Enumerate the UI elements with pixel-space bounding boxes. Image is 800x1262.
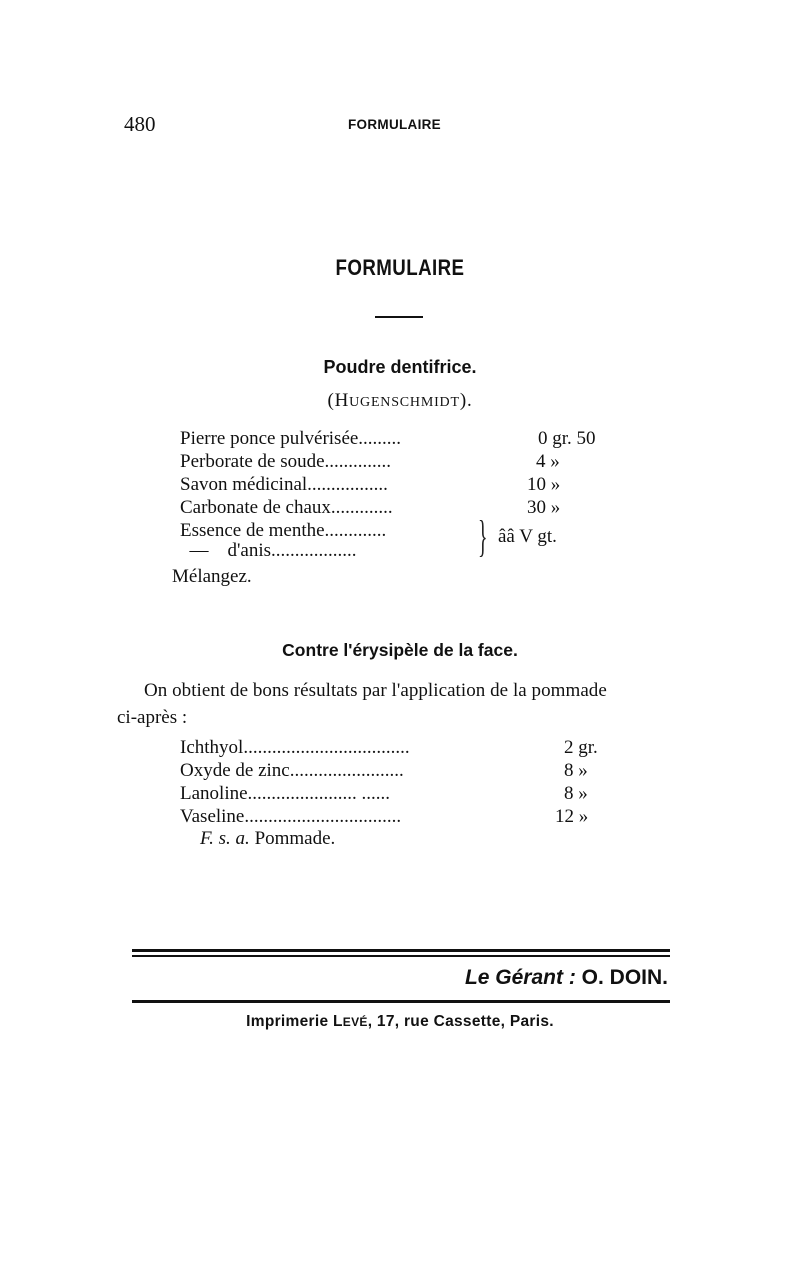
gerant-label: Le Gérant :: [464, 966, 576, 989]
ingredient-name: Pierre ponce pulvérisée.........: [180, 428, 402, 449]
instruction-pommade: [200, 828, 335, 850]
gerant-line: [465, 966, 668, 990]
footer-rule-top-2: [132, 955, 670, 957]
ingredient-name: — d'anis..................: [180, 540, 357, 561]
recipe-author: [0, 390, 800, 412]
ingredient-qty: 0 gr. 50: [538, 428, 596, 449]
ingredient-qty: 2 gr.: [564, 737, 598, 758]
brace-glyph: }: [478, 512, 488, 561]
gerant-name: O. DOIN.: [575, 966, 668, 989]
imprint-end: , 17, rue Cassette, Paris.: [367, 1013, 554, 1030]
intro-line-2: ci-après :: [117, 707, 188, 728]
footer-rule-bottom: [132, 1000, 670, 1003]
ingredient-name: Savon médicinal.................: [180, 474, 388, 495]
page-number: 480: [124, 112, 156, 136]
ingredient-qty: 30 »: [527, 497, 561, 518]
instruction-abbrev: F. s. a.: [200, 828, 250, 849]
imprint-name: EVÉ: [342, 1015, 368, 1029]
ingredient-name: Oxyde de zinc........................: [180, 760, 404, 781]
imprint-line: [0, 1013, 800, 1031]
ingredient-name: Vaseline.................................: [180, 806, 402, 827]
recipe-title-poudre: Poudre dentifrice.: [323, 357, 477, 377]
intro-line-1: On obtient de bons résultats par l'application de la pommade: [144, 680, 607, 701]
ingredient-name: Perborate de soude..............: [180, 451, 392, 472]
recipe-title-erysipele: Contre l'érysipèle de la face.: [282, 640, 518, 660]
instruction-text: Pommade.: [249, 828, 336, 849]
title-divider: [375, 316, 423, 318]
ingredient-name: Carbonate de chaux.............: [180, 497, 393, 518]
shared-qty: ââ V gt.: [498, 526, 557, 547]
author-open: (H: [327, 390, 350, 411]
footer-rule-top: [132, 949, 670, 952]
running-head: FORMULAIRE: [348, 117, 441, 132]
section-title: FORMULAIRE: [335, 255, 465, 280]
ingredient-qty: 10 »: [527, 474, 561, 495]
instruction-melangez: Mélangez.: [172, 566, 252, 587]
ingredient-name: Lanoline....................... ......: [180, 783, 391, 804]
ingredient-qty: 4 »: [536, 451, 560, 472]
ingredient-qty: 8 »: [564, 783, 588, 804]
author-close: ).: [459, 390, 473, 411]
ingredient-qty: 12 »: [555, 806, 589, 827]
ingredient-qty: 8 »: [564, 760, 588, 781]
author-name: UGENSCHMIDT: [349, 395, 460, 410]
ingredient-name: Essence de menthe.............: [180, 520, 387, 541]
ingredient-name: Ichthyol...................................: [180, 737, 410, 758]
imprint-start: Imprimerie L: [246, 1013, 343, 1030]
